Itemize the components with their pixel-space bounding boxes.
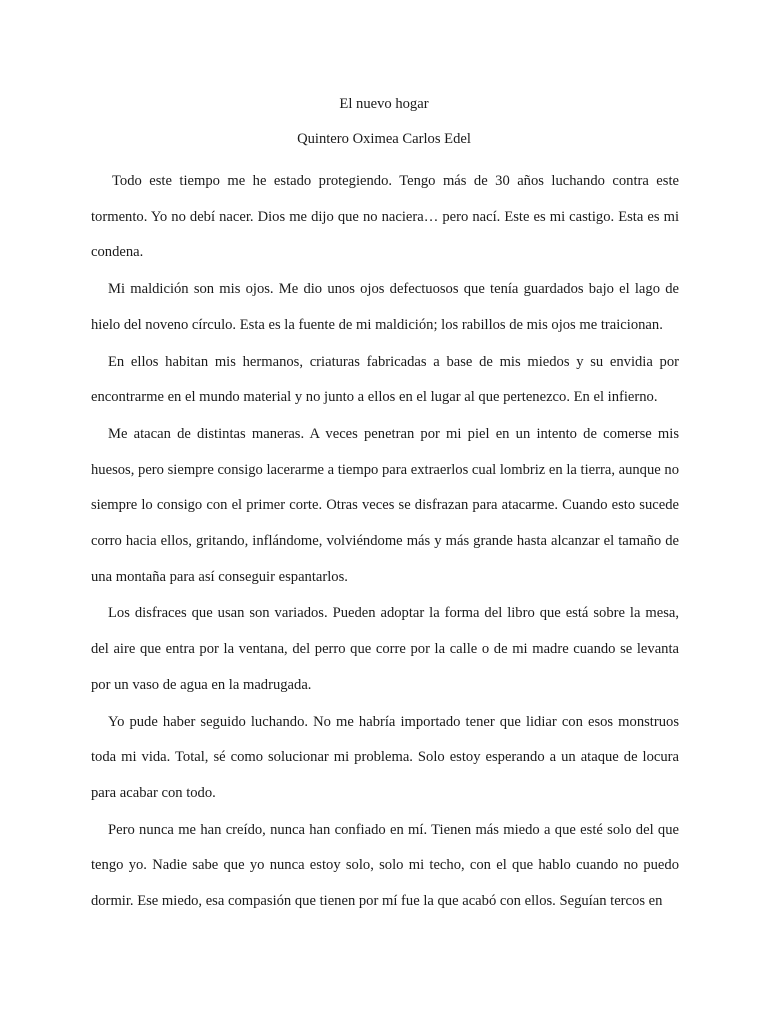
paragraph: Todo este tiempo me he estado protegiendo. Tengo más de 30 años luchando contra este tormento. Yo no debí nacer. Dios me dijo que no naciera… pero nací. Este es mi castigo. Esta es mi condena. (91, 173, 679, 261)
document-body (91, 164, 679, 921)
paragraph: Yo pude haber seguido luchando. No me habría importado tener que lidiar con esos monstruos toda mi vida. Total, sé como solucionar mi problema. Solo estoy esperando a un ataque de locura para acabar con todo. (91, 713, 679, 801)
paragraph: Me atacan de distintas maneras. A veces penetran por mi piel en un intento de comerse mis huesos, pero siempre consigo lacerarme a tiempo para extraerlos cual lombriz en la tierra, aunque no siempre lo consigo con el primer corte. Otras veces se disfrazan para atacarme. Cuando esto sucede corro hacia ellos, gritando, inflándome, volviéndome más y más grande hasta alcanzar el tamaño de una montaña para así conseguir espantarlos. (91, 425, 679, 585)
document-title: El nuevo hogar (339, 96, 429, 112)
paragraph: Pero nunca me han creído, nunca han confiado en mí. Tienen más miedo a que esté solo del que tengo yo. Nadie sabe que yo nunca estoy solo, solo mi techo, con el que hablo cuando no puedo dormir. Ese miedo, esa compasión que tienen por mí fue la que acabó con ellos. Seguían tercos en (91, 821, 679, 910)
paragraph: Los disfraces que usan son variados. Pueden adoptar la forma del libro que está sobre la mesa, del aire que entra por la ventana, del perro que corre por la calle o de mi madre cuando se levanta por un vaso de agua en la madrugada. (91, 605, 679, 693)
paragraph: En ellos habitan mis hermanos, criaturas fabricadas a base de mis miedos y su envidia por encontrarme en el mundo material y no junto a ellos en el lugar al que pertenezco. En el infierno. (91, 353, 679, 406)
paragraph: Mi maldición son mis ojos. Me dio unos ojos defectuosos que tenía guardados bajo el lago de hielo del noveno círculo. Esta es la fuente de mi maldición; los rabillos de mis ojos me traicionan. (91, 281, 679, 333)
author-name: Quintero Oximea Carlos Edel (297, 131, 471, 147)
